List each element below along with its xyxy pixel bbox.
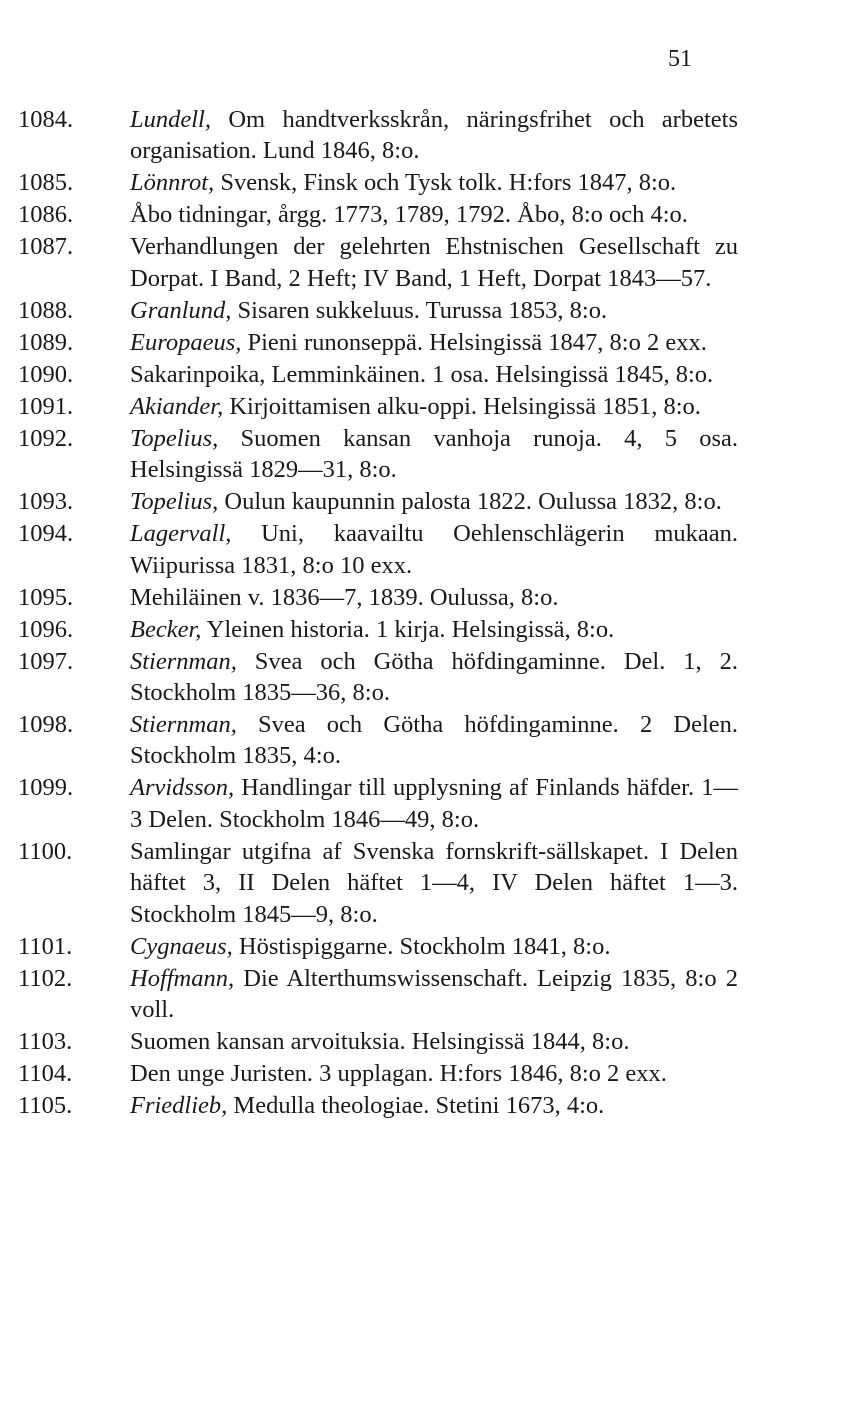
entry-description: Om handtverksskrån, näringsfrihet och arbetets organisation. Lund 1846, 8:o.: [130, 106, 738, 165]
entry-text: [130, 963, 738, 1026]
bibliography-entry: [18, 327, 738, 358]
entry-number: 1098.: [18, 711, 74, 739]
bibliography-entry: [18, 391, 738, 422]
bibliography-entry: [18, 614, 738, 645]
entry-description: Höstispiggarne. Stockholm 1841, 8:o.: [232, 932, 611, 960]
entry-number: 1102.: [18, 964, 73, 992]
entry-text: [130, 772, 738, 835]
entry-author: Europaeus,: [130, 328, 242, 356]
entry-description: Kirjoittamisen alku-oppi. Helsingissä 1851, 8:o.: [223, 392, 701, 420]
entry-number: 1096.: [18, 615, 74, 643]
entry-text: [130, 931, 738, 962]
entry-number: 1105.: [18, 1092, 73, 1120]
entry-text: [130, 1090, 738, 1121]
bibliography-entry: [18, 836, 738, 930]
entry-author: Stiernman,: [130, 711, 237, 739]
entry-author: Granlund,: [130, 296, 232, 324]
entry-author: Lagervall,: [130, 520, 232, 548]
bibliography-entry: [18, 582, 738, 613]
entry-number: 1101.: [18, 932, 73, 960]
entry-text: [130, 709, 738, 772]
entry-number: 1099.: [18, 774, 74, 802]
entry-number: 1100.: [18, 837, 73, 865]
entry-description: Sisaren sukkeluus. Turussa 1853, 8:o.: [231, 296, 608, 324]
entry-text: [130, 646, 738, 709]
bibliography-entry: [18, 359, 738, 390]
bibliography-entry: [18, 1026, 738, 1057]
bibliography-entry: [18, 295, 738, 326]
entry-description: Mehiläinen v. 1836—7, 1839. Oulussa, 8:o.: [130, 583, 559, 611]
entry-text: [130, 614, 738, 645]
entry-description: Samlingar utgifna af Svenska fornskrift-sällskapet. I Delen häftet 3, II Delen häftet 1—4, IV Delen häftet 1—3. Stockholm 1845—9, 8:o.: [130, 837, 738, 928]
entry-author: Becker,: [130, 615, 202, 643]
bibliography-entry: [18, 423, 738, 486]
entry-author: Topelius,: [130, 424, 219, 452]
entry-author: Topelius,: [130, 488, 219, 516]
entry-description: Yleinen historia. 1 kirja. Helsingissä, 8:o.: [201, 615, 615, 643]
entry-number: 1095.: [18, 583, 74, 611]
entry-description: Uni, kaavailtu Oehlenschlägerin mukaan. Wiipurissa 1831, 8:o 10 exx.: [130, 520, 738, 579]
bibliography-entry: [18, 104, 738, 167]
bibliography-entry: [18, 646, 738, 709]
entry-number: 1091.: [18, 392, 74, 420]
entry-text: [130, 1058, 738, 1089]
bibliography-entry: [18, 963, 738, 1026]
entry-number: 1088.: [18, 296, 74, 324]
bibliography-entry: [18, 199, 738, 230]
entry-text: [130, 486, 738, 517]
entry-text: [130, 1026, 738, 1057]
entry-author: Hoffmann,: [130, 964, 235, 992]
entry-number: 1089.: [18, 328, 74, 356]
entry-text: [130, 199, 738, 230]
entry-text: [130, 582, 738, 613]
bibliography-entry: [18, 931, 738, 962]
page-number: 51: [668, 46, 692, 72]
entry-description: Svea och Götha höfdingaminne. Del. 1, 2. Stockholm 1835—36, 8:o.: [130, 647, 738, 707]
entry-author: Cygnaeus,: [130, 932, 233, 960]
bibliography-entry: [18, 486, 738, 517]
entry-author: Friedlieb,: [130, 1092, 228, 1120]
entry-description: Medulla theologiae. Stetini 1673, 4:o.: [227, 1092, 605, 1120]
entry-description: Verhandlungen der gelehrten Ehstnischen Gesellschaft zu Dorpat. I Band, 2 Heft; IV Band, 1 Heft, Dorpat 1843—57.: [130, 233, 738, 292]
bibliography-entry: [18, 1058, 738, 1089]
entry-description: Svea och Götha höfdingaminne. 2 Delen. Stockholm 1835, 4:o.: [130, 711, 738, 770]
bibliography-entry: [18, 167, 738, 198]
entry-description: Suomen kansan vanhoja runoja. 4, 5 osa. Helsingissä 1829—31, 8:o.: [130, 424, 738, 484]
entry-description: Sakarinpoika, Lemminkäinen. 1 osa. Helsingissä 1845, 8:o.: [130, 360, 714, 388]
entry-description: Handlingar till upplysning af Finlands häfder. 1—3 Delen. Stockholm 1846—49, 8:o.: [130, 774, 738, 833]
entry-text: [130, 167, 738, 198]
entry-number: 1104.: [18, 1060, 73, 1088]
entry-number: 1094.: [18, 520, 74, 548]
entry-number: 1103.: [18, 1028, 73, 1056]
entry-number: 1090.: [18, 360, 74, 388]
entry-description: Suomen kansan arvoituksia. Helsingissä 1844, 8:o.: [130, 1028, 630, 1056]
entry-description: Die Alterthumswissenschaft. Leipzig 1835, 8:o 2 voll.: [130, 964, 738, 1024]
entry-text: [130, 231, 738, 294]
entry-description: Åbo tidningar, årgg. 1773, 1789, 1792. Åbo, 8:o och 4:o.: [130, 201, 688, 229]
bibliography-entry: [18, 1090, 738, 1121]
bibliography-entry: [18, 772, 738, 835]
entry-description: Pieni runonseppä. Helsingissä 1847, 8:o 2 exx.: [241, 328, 707, 356]
entry-number: 1084.: [18, 106, 74, 133]
entry-description: Den unge Juristen. 3 upplagan. H:fors 1846, 8:o 2 exx.: [130, 1060, 667, 1088]
entry-number: 1086.: [18, 201, 74, 229]
entry-author: Arvidsson,: [130, 774, 235, 802]
entry-text: [130, 391, 738, 422]
entry-text: [130, 836, 738, 930]
entry-description: Svensk, Finsk och Tysk tolk. H:fors 1847, 8:o.: [214, 169, 677, 197]
entry-author: Akiander,: [130, 392, 224, 420]
entry-author: Lönnrot,: [130, 169, 215, 197]
bibliography-entry: [18, 709, 738, 772]
entry-number: 1085.: [18, 169, 74, 197]
entry-text: [130, 423, 738, 486]
entry-text: [130, 359, 738, 390]
bibliography-entry: [18, 231, 738, 294]
entry-author: Stiernman,: [130, 647, 237, 675]
entry-text: [130, 295, 738, 326]
entry-text: [130, 327, 738, 358]
entry-number: 1087.: [18, 233, 74, 261]
entry-text: [130, 518, 738, 581]
bibliography-list: [18, 104, 738, 1122]
entry-author: Lundell,: [130, 106, 211, 133]
entry-number: 1097.: [18, 647, 74, 675]
entry-description: Oulun kaupunnin palosta 1822. Oulussa 1832, 8:o.: [218, 488, 722, 516]
bibliography-entry: [18, 518, 738, 581]
entry-number: 1093.: [18, 488, 74, 516]
entry-number: 1092.: [18, 424, 74, 452]
entry-text: [130, 104, 738, 167]
